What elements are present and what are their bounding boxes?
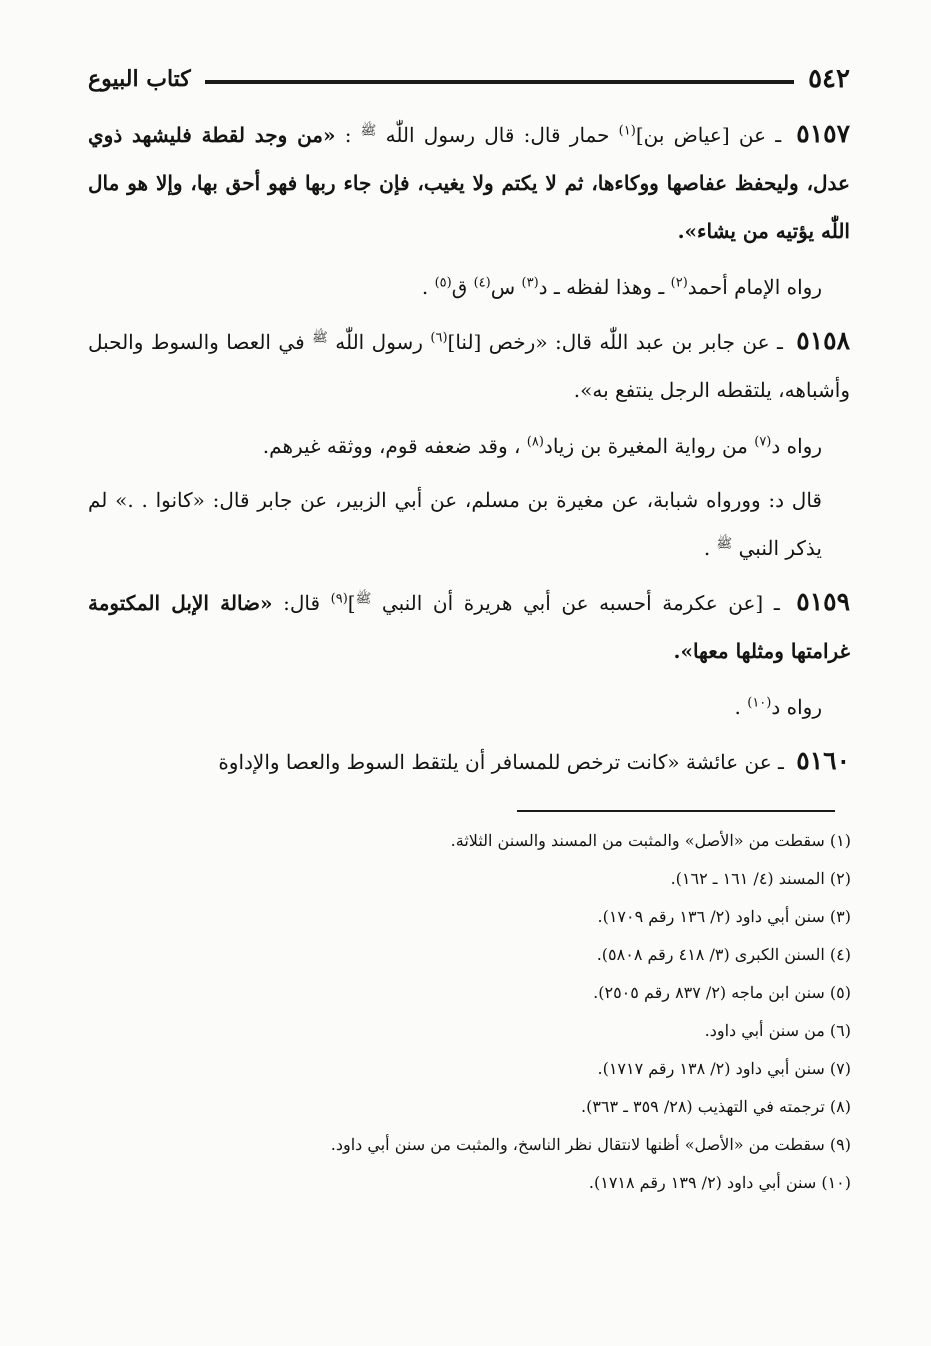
hadith-intro-2: قال: [272,591,331,615]
bracket: ] [347,591,356,615]
source-text: ـ وهذا لفظه ـ د [538,275,671,299]
hadith-text: عن عائشة «كانت ترخص للمسافر أن يلتقط السوط والعصا والإداوة [218,750,772,774]
footnote: (١) سقطت من «الأصل» والمثبت من المسند والسنن الثلاثة. [450,831,851,850]
salawat-glyph: ﷺ [360,123,377,139]
note-text: قال د: وورواه شبابة، عن مغيرة بن مسلم، عن أبي الزبير، عن جابر قال: «كانوا . .» لم يذكر النبي [88,488,822,560]
hadith-intro-2: حمار قال: قال رسول اللّٰه [376,123,619,147]
footnote: (١٠) سنن أبي داود (٢/ ١٣٩ رقم ١٧١٨). [588,1173,851,1192]
footnote: (٩) سقطت من «الأصل» أظنها لانتقال نظر الناسخ، والمثبت من سنن أبي داود. [330,1135,851,1154]
footnote: (٨) ترجمته في التهذيب (٢٨/ ٣٥٩ ـ ٣٦٣). [581,1097,851,1116]
dash: ـ [771,750,791,774]
hadith-5158 [88,317,850,414]
footnote-ref: (٥) [434,275,452,291]
hadith-number: ٥١٥٩ [796,587,850,616]
source-text: رواه د [771,695,822,719]
footnote-ref: (٣) [521,275,539,291]
source-text: . [734,695,748,719]
book-title: كتاب البيوع [88,66,191,92]
footnote: (٦) من سنن أبي داود. [704,1021,851,1040]
footnote-ref: (٩) [330,591,348,607]
footnote-ref: (٧) [754,434,772,450]
footnote-separator [517,810,835,812]
footnote-ref: (١) [618,123,636,139]
footnote: (٥) سنن ابن ماجه (٢/ ٨٣٧ رقم ٢٥٠٥). [593,983,851,1002]
salawat-glyph: ﷺ [312,330,328,346]
footnote: (٧) سنن أبي داود (٢/ ١٣٨ رقم ١٧١٧). [597,1059,851,1078]
hadith-number: ٥١٥٨ [796,326,850,355]
footnote-ref: (٦) [430,330,448,346]
hadith-5160 [88,737,850,786]
salawat-glyph: ﷺ [355,591,372,607]
hadith-note [88,476,850,572]
dash: ـ [766,123,791,147]
page-number: ٥٤٢ [808,64,850,94]
dash: ـ [769,330,791,354]
footnote-ref: (٤) [473,275,491,291]
hadith-5159 [88,578,850,675]
main-text [88,110,850,794]
source-text: رواه الإمام أحمد [687,275,822,299]
hadith-text: في العصا والسوط والحبل وأشباهه، يلتقطه الرجل ينتفع به». [88,330,850,402]
note-text: . [703,536,717,560]
hadith-intro: [عن عكرمة أحسبه عن أبي هريرة أن النبي [371,591,764,615]
footnote: (٣) سنن أبي داود (٢/ ١٣٦ رقم ١٧٠٩). [597,907,851,926]
hadith-intro-2: رسول اللّٰه [327,330,431,354]
hadith-intro: عن جابر بن عبد اللّٰه قال: «رخص [لنا] [447,330,770,354]
hadith-source [88,263,850,311]
hadith-number: ٥١٦٠ [796,746,850,775]
hadith-source [88,683,850,731]
footnote-ref: (٢) [670,275,688,291]
header-rule [205,80,794,84]
dash: ـ [763,591,791,615]
footnote-ref: (٨) [526,434,544,450]
running-header [88,58,850,100]
source-text: ، وقد ضعفه قوم، ووثقه غيرهم. [262,434,527,458]
source-text: من رواية المغيرة بن زياد [543,434,755,458]
hadith-source [88,422,850,470]
source-text: ق [451,275,474,299]
hadith-intro: عن [عياض بن] [635,123,767,147]
footnote: (٤) السنن الكبرى (٣/ ٤١٨ رقم ٥٨٠٨). [596,945,851,964]
footnotes [111,822,851,1202]
hadith-matn: «ضالة الإبل المكتومة غرامتها ومثلها معها». [88,591,850,663]
colon: : [335,123,361,147]
salawat-glyph: ﷺ [716,536,733,552]
source-text: . [421,275,435,299]
footnote: (٢) المسند (٤/ ١٦١ ـ ١٦٢). [670,869,851,888]
hadith-matn: «من وجد لقطة فليشهد ذوي عدل، وليحفظ عفاصها ووكاءها، ثم لا يكتم ولا يغيب، فإن جاء ربها فهو أحق بها، وإلا هو مال اللّٰه يؤتيه من يشاء». [88,123,850,243]
hadith-number: ٥١٥٧ [796,119,850,148]
footnote-ref: (١٠) [747,695,772,711]
source-text: رواه د [771,434,822,458]
hadith-5157 [88,110,850,255]
source-text: س [490,275,522,299]
